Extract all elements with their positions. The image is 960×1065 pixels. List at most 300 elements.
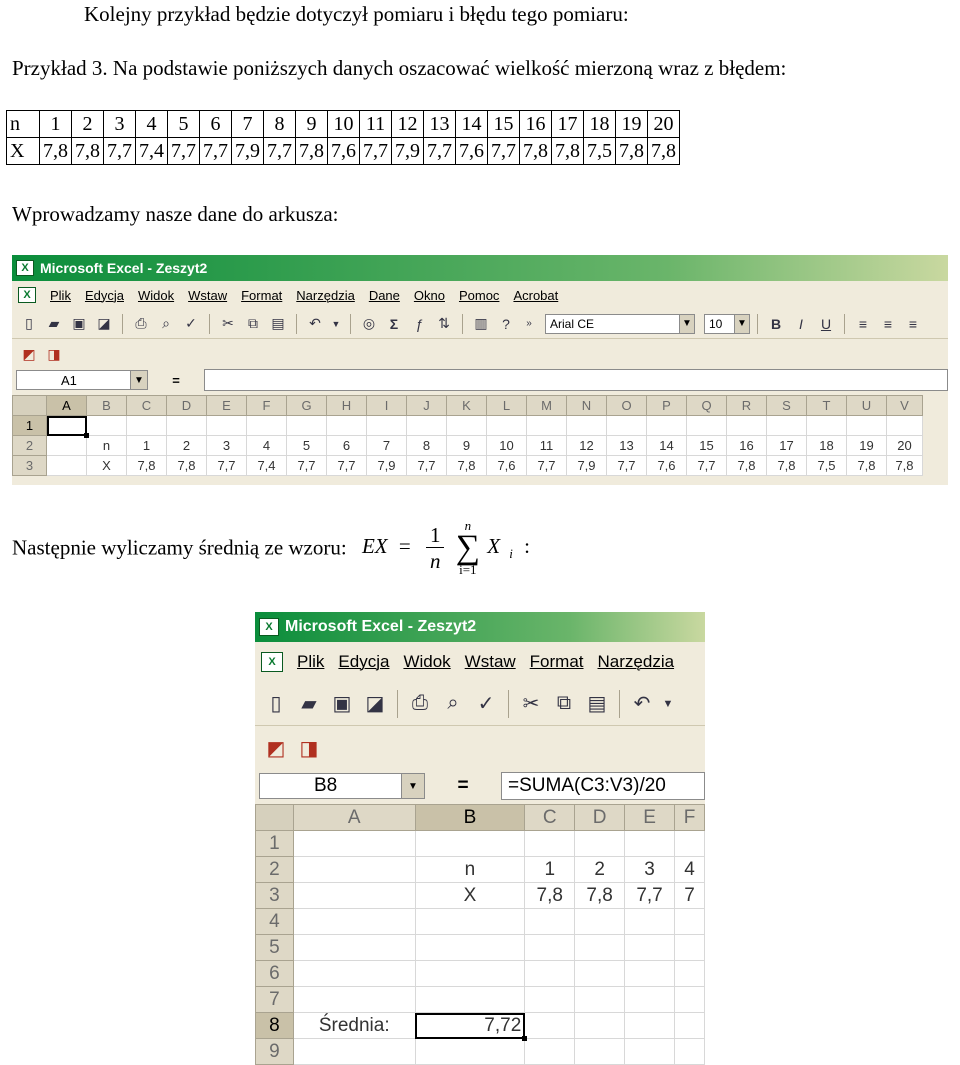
cell-v2[interactable]: 20 [887,436,923,456]
cell-a7[interactable] [293,987,415,1013]
convert-to-pdf-icon[interactable]: ◩ [266,737,286,760]
prompt-text: Wprowadzamy nasze dane do arkusza: [12,202,339,226]
column-header-c[interactable]: C [525,805,575,831]
worksheet-row [13,436,923,456]
permission-icon[interactable]: ◪ [97,315,111,331]
print-icon[interactable]: ⎙ [412,692,428,714]
formula-bar [255,772,705,800]
align-right-icon[interactable]: ≡ [908,315,918,332]
cell-r3[interactable]: 7,8 [727,456,767,476]
cell-a5[interactable] [293,935,415,961]
column-header-u[interactable]: U [847,396,887,416]
column-header-k[interactable]: K [447,396,487,416]
cell-c2[interactable]: 1 [525,857,575,883]
cell-h1[interactable] [327,416,367,436]
cell-e8[interactable] [625,1013,675,1039]
cell-i1[interactable] [367,416,407,436]
cell-k3[interactable]: 7,8 [447,456,487,476]
data-cell-x: 7,8 [72,138,104,165]
convert-and-email-pdf-icon[interactable]: ◨ [299,737,319,760]
data-cell-x: 7,7 [104,138,136,165]
column-header-h[interactable]: H [327,396,367,416]
cell-m2[interactable]: 11 [527,436,567,456]
summation [456,519,480,577]
cell-j2[interactable]: 8 [407,436,447,456]
column-header-j[interactable]: J [407,396,447,416]
cell-f1[interactable] [675,831,705,857]
data-cell-n: 20 [648,111,680,138]
data-cell-x: 7,8 [648,138,680,165]
data-cell-x: 7,5 [584,138,616,165]
column-header-t[interactable]: T [807,396,847,416]
cell-f3[interactable]: 7,4 [247,456,287,476]
formula-equals: = [398,533,411,558]
data-cell-n: 17 [552,111,584,138]
cell-e2[interactable]: 3 [625,857,675,883]
cell-d4[interactable] [575,909,625,935]
cell-d3[interactable]: 7,8 [575,883,625,909]
cell-e4[interactable] [625,909,675,935]
column-header-l[interactable]: L [487,396,527,416]
cell-f7[interactable] [675,987,705,1013]
menu-bar [12,281,948,309]
column-header-r[interactable]: R [727,396,767,416]
acrobat-toolbar [12,339,948,369]
column-header-a[interactable]: A [47,396,87,416]
column-header-a[interactable]: A [293,805,415,831]
data-cell-n: 6 [200,111,232,138]
data-cell-x: 7,9 [392,138,424,165]
cell-b2[interactable]: n [415,857,525,883]
select-all-corner[interactable] [13,396,47,416]
menu-item[interactable]: Plik [297,652,325,671]
data-cell-n: 14 [456,111,488,138]
copy-icon[interactable]: ⧉ [248,315,258,331]
data-cell-n: 1 [40,111,72,138]
column-header-f[interactable]: F [247,396,287,416]
save-icon[interactable]: ▣ [72,315,86,331]
cell-b1[interactable] [87,416,127,436]
cell-q2[interactable]: 15 [687,436,727,456]
column-header-d[interactable]: D [167,396,207,416]
cell-p3[interactable]: 7,6 [647,456,687,476]
cell-o1[interactable] [607,416,647,436]
menu-item[interactable]: Plik [50,287,71,303]
cell-q3[interactable]: 7,7 [687,456,727,476]
window-title: Microsoft Excel - Zeszyt2 [40,260,208,276]
cell-h2[interactable]: 6 [327,436,367,456]
row-label-n: n [7,111,40,138]
formula-subscript: i [509,546,513,561]
menu-item[interactable]: Okno [413,287,445,303]
cell-c8[interactable] [525,1013,575,1039]
document-icon: X [261,652,283,672]
row-header-7[interactable]: 7 [256,987,294,1013]
bold-icon[interactable]: B [770,315,782,332]
menu-item[interactable]: Narzędzia [597,652,675,671]
cell-d6[interactable] [575,961,625,987]
cell-o3[interactable]: 7,7 [607,456,647,476]
cell-l2[interactable]: 10 [487,436,527,456]
cell-f4[interactable] [675,909,705,935]
cell-r1[interactable] [727,416,767,436]
menu-item[interactable]: Dane [368,287,400,303]
sum-lower-limit: i=1 [459,562,477,577]
cell-f9[interactable] [675,1039,705,1065]
cell-d5[interactable] [575,935,625,961]
help-icon[interactable]: ? [502,315,510,332]
print-preview-icon[interactable]: ⌕ [162,315,170,331]
print-preview-icon[interactable]: ⌕ [447,692,459,714]
cell-d1[interactable] [167,416,207,436]
cell-k1[interactable] [447,416,487,436]
cell-f5[interactable] [675,935,705,961]
cell-a6[interactable] [293,961,415,987]
data-cell-n: 13 [424,111,456,138]
cell-b7[interactable] [415,987,525,1013]
row-header-6[interactable]: 6 [256,961,294,987]
worksheet-grid [12,395,923,476]
cell-c7[interactable] [525,987,575,1013]
cell-b8[interactable]: 7,72 [415,1013,525,1039]
cell-c3[interactable]: 7,8 [127,456,167,476]
cell-p2[interactable]: 14 [647,436,687,456]
cell-r2[interactable]: 16 [727,436,767,456]
worksheet-row [256,831,705,857]
data-cell-x: 7,7 [168,138,200,165]
excel-titlebar [255,612,705,642]
fraction-numerator: 1 [426,523,445,548]
column-header-n[interactable]: N [567,396,607,416]
cell-n2[interactable]: 12 [567,436,607,456]
cell-d1[interactable] [575,831,625,857]
worksheet-row [256,857,705,883]
cell-f6[interactable] [675,961,705,987]
column-header-p[interactable]: P [647,396,687,416]
cell-c5[interactable] [525,935,575,961]
chevron-down-icon[interactable]: ▼ [130,371,147,389]
cell-c1[interactable] [525,831,575,857]
cell-a2[interactable] [47,436,87,456]
cut-icon[interactable]: ✂ [222,315,234,331]
column-header-m[interactable]: M [527,396,567,416]
open-folder-icon[interactable]: ▰ [48,315,60,331]
cell-e3[interactable]: 7,7 [625,883,675,909]
permission-icon[interactable]: ◪ [365,693,385,715]
cell-c1[interactable] [127,416,167,436]
sort-icon[interactable]: ⇅ [438,315,450,331]
cell-b3[interactable]: X [87,456,127,476]
cell-i2[interactable]: 7 [367,436,407,456]
column-header-e[interactable]: E [207,396,247,416]
cell-g1[interactable] [287,416,327,436]
paste-icon[interactable]: ▤ [271,315,285,331]
worksheet-row [13,456,923,476]
formula-input[interactable] [204,369,948,391]
font-name-value: Arial CE [550,316,595,331]
cell-e9[interactable] [625,1039,675,1065]
data-cell-n: 10 [328,111,360,138]
toolbar-options-icon[interactable]: » [526,318,532,329]
standard-toolbar [255,682,705,726]
spelling-icon[interactable]: ✓ [477,693,495,715]
row-label-x: X [7,138,40,165]
excel-screenshot-average [255,612,705,1062]
cell-e2[interactable]: 3 [207,436,247,456]
cell-a2[interactable] [293,857,415,883]
align-center-icon[interactable]: ≡ [883,315,893,332]
cell-g2[interactable]: 5 [287,436,327,456]
underline-icon[interactable]: U [820,315,832,332]
cell-d9[interactable] [575,1039,625,1065]
data-cell-x: 7,8 [40,138,72,165]
menu-item[interactable]: Wstaw [188,287,228,303]
formula-input[interactable]: =SUMA(C3:V3)/20 [501,772,705,800]
autosum-icon[interactable]: Σ [389,315,399,332]
cell-b5[interactable] [415,935,525,961]
copy-icon[interactable]: ⧉ [556,692,572,714]
worksheet-row [256,935,705,961]
cell-v3[interactable]: 7,8 [887,456,923,476]
document-icon: X [18,287,36,303]
chevron-down-icon[interactable]: ▼ [401,774,424,798]
cell-t2[interactable]: 18 [807,436,847,456]
cell-d2[interactable]: 2 [575,857,625,883]
undo-icon[interactable]: ↶ [309,315,321,331]
cell-b1[interactable] [415,831,525,857]
data-row-x [7,138,680,165]
column-header-c[interactable]: C [127,396,167,416]
column-header-i[interactable]: I [367,396,407,416]
column-header-q[interactable]: Q [687,396,727,416]
cell-q1[interactable] [687,416,727,436]
cell-v1[interactable] [887,416,923,436]
cell-j3[interactable]: 7,7 [407,456,447,476]
data-cell-x: 7,9 [232,138,264,165]
row-header-4[interactable]: 4 [256,909,294,935]
row-header-8[interactable]: 8 [256,1013,294,1039]
worksheet-row [13,416,923,436]
undo-dropdown-icon[interactable]: ▼ [662,697,674,710]
cell-e6[interactable] [625,961,675,987]
cell-s3[interactable]: 7,8 [767,456,807,476]
formula-equals-label: = [457,775,469,796]
align-left-icon[interactable]: ≡ [858,315,868,332]
name-box[interactable] [259,773,425,799]
cell-a4[interactable] [293,909,415,935]
row-header-1[interactable]: 1 [256,831,294,857]
column-header-d[interactable]: D [575,805,625,831]
formula-intro-text: Następnie wyliczamy średnią ze wzoru: [12,535,347,560]
cell-b6[interactable] [415,961,525,987]
column-header-g[interactable]: G [287,396,327,416]
cell-b9[interactable] [415,1039,525,1065]
menu-item[interactable]: Edycja [84,287,124,303]
row-header-3[interactable]: 3 [256,883,294,909]
column-header-s[interactable]: S [767,396,807,416]
cell-b2[interactable]: n [87,436,127,456]
row-header-1[interactable]: 1 [13,416,47,436]
undo-icon[interactable]: ↶ [633,693,651,715]
worksheet-row [256,1013,705,1039]
row-header-2[interactable]: 2 [256,857,294,883]
worksheet-row [256,1039,705,1065]
open-folder-icon[interactable]: ▰ [301,693,317,715]
sigma-symbol-icon: ∑ [455,529,480,566]
menu-item[interactable]: Acrobat [513,287,559,303]
cell-d2[interactable]: 2 [167,436,207,456]
row-header-9[interactable]: 9 [256,1039,294,1065]
data-cell-n: 11 [360,111,392,138]
cell-j1[interactable] [407,416,447,436]
menu-item[interactable]: Edycja [338,652,390,671]
font-name-select[interactable] [545,314,695,334]
cell-c9[interactable] [525,1039,575,1065]
data-cell-n: 5 [168,111,200,138]
cell-i3[interactable]: 7,9 [367,456,407,476]
cell-n1[interactable] [567,416,607,436]
convert-to-pdf-icon[interactable]: ◩ [22,345,36,362]
menu-item[interactable]: Pomoc [458,287,500,303]
column-header-v[interactable]: V [887,396,923,416]
column-header-b[interactable]: B [87,396,127,416]
cell-o2[interactable]: 13 [607,436,647,456]
cell-f1[interactable] [247,416,287,436]
cell-s1[interactable] [767,416,807,436]
cell-a1[interactable] [47,416,87,436]
data-cell-n: 2 [72,111,104,138]
new-document-icon[interactable]: ▯ [270,693,282,715]
row-header-3[interactable]: 3 [13,456,47,476]
cell-b3[interactable]: X [415,883,525,909]
chevron-down-icon[interactable]: ▼ [734,315,749,333]
column-header-o[interactable]: O [607,396,647,416]
cell-c4[interactable] [525,909,575,935]
data-cell-x: 7,8 [296,138,328,165]
cell-d7[interactable] [575,987,625,1013]
worksheet-row [256,909,705,935]
data-cell-x: 7,6 [456,138,488,165]
worksheet-row [256,987,705,1013]
acrobat-toolbar [255,726,705,770]
paste-icon[interactable]: ▤ [587,693,607,715]
cell-a8[interactable]: Średnia: [293,1013,415,1039]
menu-item[interactable]: Narzędzia [296,287,355,303]
data-cell-n: 3 [104,111,136,138]
row-header-2[interactable]: 2 [13,436,47,456]
excel-screenshot-data-entry [12,255,948,485]
font-size-value: 10 [709,316,723,331]
function-icon[interactable]: ƒ [415,315,423,332]
chevron-down-icon[interactable]: ▼ [679,315,694,333]
column-header-b[interactable]: B [415,805,525,831]
data-cell-x: 7,4 [136,138,168,165]
cell-l3[interactable]: 7,6 [487,456,527,476]
cell-reference: A1 [61,372,77,388]
spelling-icon[interactable]: ✓ [185,315,197,331]
cell-k2[interactable]: 9 [447,436,487,456]
chart-wizard-icon[interactable]: ▥ [474,315,488,331]
cell-a3[interactable] [293,883,415,909]
data-cell-x: 7,7 [488,138,520,165]
column-header-f[interactable]: F [675,805,705,831]
cell-d8[interactable] [575,1013,625,1039]
cell-m3[interactable]: 7,7 [527,456,567,476]
cell-l1[interactable] [487,416,527,436]
cell-f3[interactable]: 7 [675,883,705,909]
cell-e7[interactable] [625,987,675,1013]
data-cell-x: 7,7 [424,138,456,165]
data-cell-n: 16 [520,111,552,138]
cell-c6[interactable] [525,961,575,987]
undo-dropdown-icon[interactable]: ▼ [331,318,341,329]
cell-h3[interactable]: 7,7 [327,456,367,476]
menu-item[interactable]: Widok [137,287,175,303]
data-cell-n: 19 [616,111,648,138]
cell-a9[interactable] [293,1039,415,1065]
cell-e1[interactable] [207,416,247,436]
cell-f8[interactable] [675,1013,705,1039]
cell-f2[interactable]: 4 [247,436,287,456]
hyperlink-icon[interactable]: ◎ [362,315,376,331]
cell-g3[interactable]: 7,7 [287,456,327,476]
row-header-5[interactable]: 5 [256,935,294,961]
cell-u3[interactable]: 7,8 [847,456,887,476]
cell-e5[interactable] [625,935,675,961]
cell-e3[interactable]: 7,7 [207,456,247,476]
cell-t3[interactable]: 7,5 [807,456,847,476]
name-box[interactable] [16,370,148,390]
data-cell-n: 15 [488,111,520,138]
menu-item[interactable]: Widok [403,652,451,671]
new-document-icon[interactable]: ▯ [25,315,33,331]
menu-item[interactable]: Wstaw [464,652,516,671]
formula-line [12,519,530,579]
cell-a3[interactable] [47,456,87,476]
cell-reference: B8 [314,775,338,796]
cell-c2[interactable]: 1 [127,436,167,456]
print-icon[interactable]: ⎙ [135,315,147,331]
cell-b4[interactable] [415,909,525,935]
menu-bar [255,642,705,682]
menu-item[interactable]: Format [241,287,283,303]
data-cell-n: 4 [136,111,168,138]
mean-formula [362,519,530,577]
data-cell-n: 18 [584,111,616,138]
cell-m1[interactable] [527,416,567,436]
column-header-e[interactable]: E [625,805,675,831]
font-size-select[interactable] [704,314,750,334]
cell-p1[interactable] [647,416,687,436]
italic-icon[interactable]: I [799,315,803,332]
cell-n3[interactable]: 7,9 [567,456,607,476]
cell-c3[interactable]: 7,8 [525,883,575,909]
cell-u1[interactable] [847,416,887,436]
cell-s2[interactable]: 17 [767,436,807,456]
formula-lhs: EX [361,533,388,558]
select-all-corner[interactable] [256,805,294,831]
cut-icon[interactable]: ✂ [522,693,540,715]
convert-and-email-pdf-icon[interactable]: ◨ [47,345,61,362]
save-icon[interactable]: ▣ [332,693,352,715]
cell-d3[interactable]: 7,8 [167,456,207,476]
cell-f2[interactable]: 4 [675,857,705,883]
menu-item[interactable]: Format [529,652,584,671]
cell-u2[interactable]: 19 [847,436,887,456]
cell-t1[interactable] [807,416,847,436]
cell-e1[interactable] [625,831,675,857]
cell-a1[interactable] [293,831,415,857]
